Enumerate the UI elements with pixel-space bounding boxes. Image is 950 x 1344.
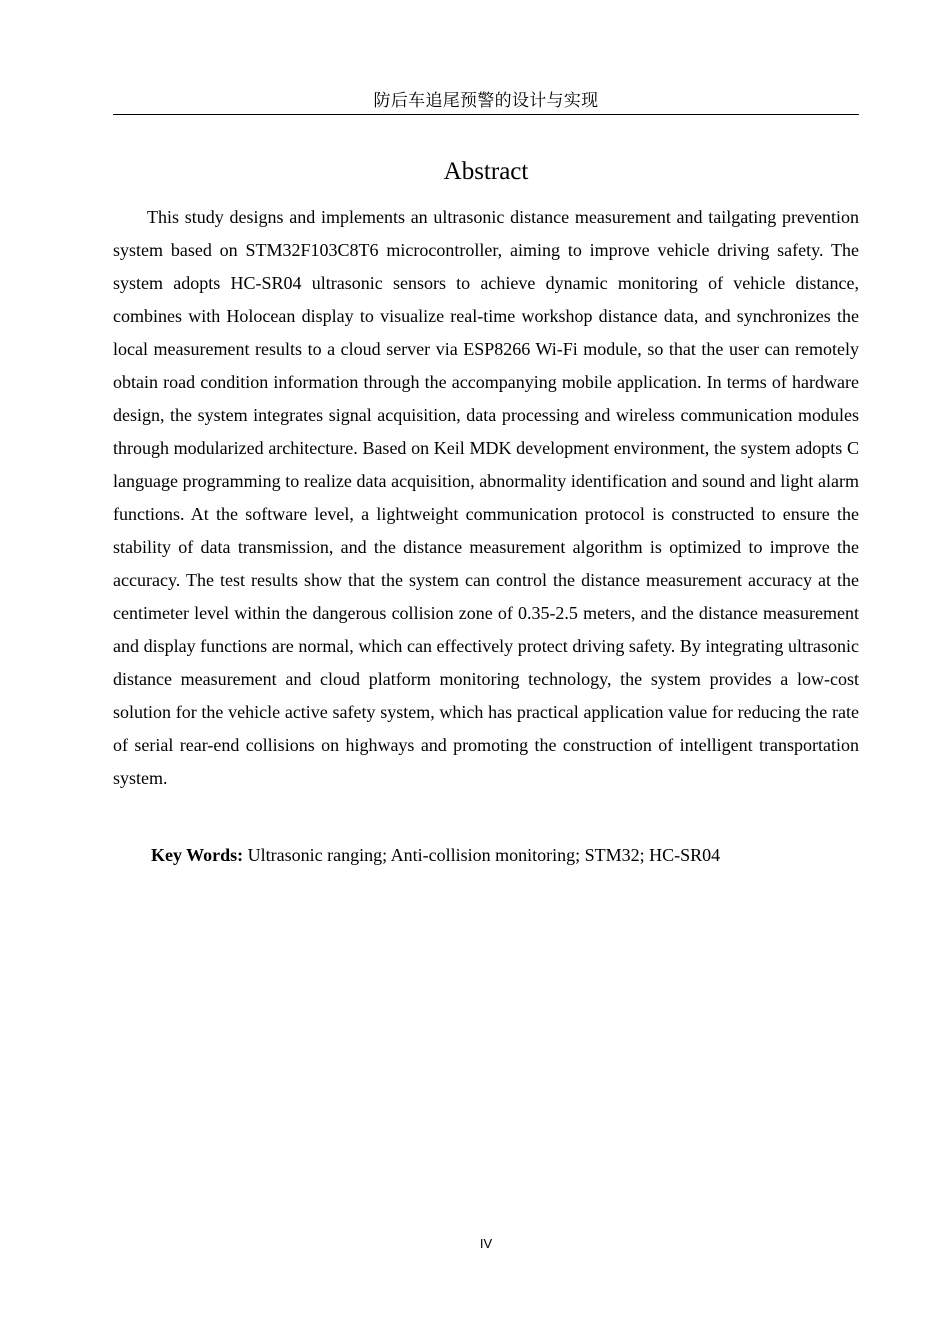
abstract-title: Abstract xyxy=(443,158,529,185)
keywords-label: Key Words: xyxy=(151,845,244,865)
abstract-body: This study designs and implements an ultrasonic distance measurement and tailgating prevention system based on STM32F103C8T6 microcontroller, aiming to improve vehicle driving safety. The system adopts HC-SR04 ultrasonic sensors to achieve dynamic monitoring of vehicle distance, combines with Holocean display to visualize real-time workshop distance data, and synchronizes the local measurement results to a cloud server via ESP8266 Wi-Fi module, so that the user can remotely obtain road condition information through the accompanying mobile application. In terms of hardware design, the system integrates signal acquisition, data processing and wireless communication modules through modularized architecture. Based on Keil MDK development environment, the system adopts C language programming to realize data acquisition, abnormality identification and sound and light alarm functions. At the software level, a lightweight communication protocol is constructed to ensure the stability of data transmission, and the distance measurement algorithm is optimized to improve the accuracy. The test results show that the system can control the distance measurement accuracy at the centimeter level within the dangerous collision zone of 0.35-2.5 meters, and the distance measurement and display functions are normal, which can effectively protect driving safety. By integrating ultrasonic distance measurement and cloud platform monitoring technology, the system provides a low-cost solution for the vehicle active safety system, which has practical application value for reducing the rate of serial rear-end collisions on highways and promoting the construction of intelligent transportation system. xyxy=(113,207,859,788)
keywords-line xyxy=(151,839,859,872)
page-number: IV xyxy=(479,1236,493,1251)
keywords-value: Ultrasonic ranging; Anti-collision monitoring; STM32; HC-SR04 xyxy=(247,845,721,865)
running-header: 防后车追尾预警的设计与实现 xyxy=(113,90,859,115)
